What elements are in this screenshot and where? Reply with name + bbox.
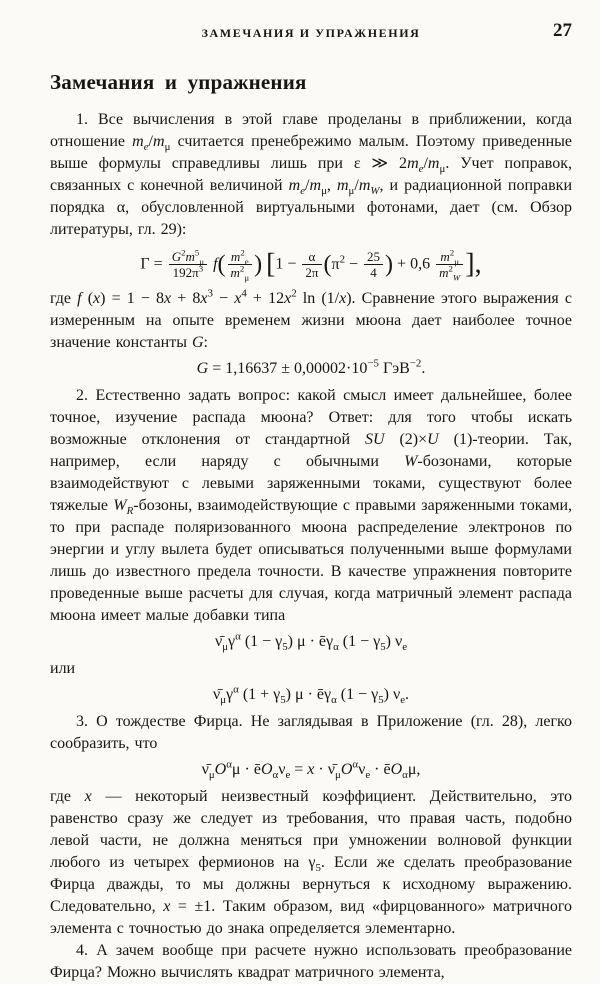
eq-gamma-quarter-fraction	[364, 249, 383, 280]
paragraph-1: 1. Все вычисления в этой главе проделаны в приближении, когда отношение $m_e/m_\mu$ считается пренебрежимо малым. Поэтому приведенные выше формулы справедливы лишь при ε ≫ $2m_e/m_\mu$. Учет поправок, связанных с конечной величиной $m_e/m_\mu$, $m_\mu/m_W$, и радиационной поправки порядка α, обусловленной виртуальными фотонами, дает (см. Обзор литературы, гл. 29):	[50, 111, 573, 238]
equation-matrix-element-1: $\nū_\mu\gamma^\alpha$ $(1 - \gamma_5)$ $\mu \cdot ē\gamma_\alpha$ $(1 - \gamma_5)$ $\nu_e$	[214, 630, 408, 654]
open-paren: (	[323, 251, 332, 278]
paragraph-1-continued: где f $(x) = 1 - 8x + 8x^3 - x^4 + 12x^2$ ln (1/x). Сравнение этого выражения с измеренным на опыте временем жизни мюона дает наиболее точное значение константы G:	[50, 287, 572, 351]
section-title: Замечания и упражнения	[50, 70, 307, 94]
eq-gamma-arg-denominator: $m^2_\mu$	[228, 264, 253, 280]
eq-gamma-alpha-denominator: 2π	[302, 264, 321, 280]
eq-gamma-quarter-numerator: 25	[367, 249, 381, 264]
close-paren: )	[254, 251, 263, 278]
equation-fermi-constant: $G = 1,16637 \pm 0,00002\cdot 10^{-5}$ ГэВ$^{-2}$.	[196, 357, 426, 377]
equation-gamma-decay-width	[50, 247, 572, 283]
eq-gamma-coef-numerator: $G^2m^5_\mu$	[171, 247, 205, 267]
eq-gamma-argument-fraction	[228, 247, 253, 283]
eq-gamma-coef-denominator: $192\pi^3$	[169, 264, 207, 280]
or-connector: или	[50, 660, 76, 677]
paragraph-3: 3. О тождестве Фирца. Не заглядывая в Приложение (гл. 28), легко сообразить, что	[50, 713, 572, 752]
eq-gamma-arg-numerator: $m^2_e$	[230, 247, 249, 267]
equation-matrix-element-2: $\nū_\mu\gamma^\alpha$ $(1 + \gamma_5)$ $\mu \cdot ē\gamma_\alpha$ $(1 - \gamma_5)$ $\nu_e$.	[212, 683, 410, 707]
running-header	[50, 20, 572, 46]
paragraph-3-continued: где x — некоторый неизвестный коэффициент. Действительно, это равенство сразу же следует из требования, что правая часть, подобно левой части, не должна меняться при умножении волновой функции любого из четырех фермионов на $\gamma_5$. Если же сделать преобразование Фирца дважды, то мы должны вернуться к исходному выражению. Следовательно, x = ±1. Таким образом, вид «фирцованного» матричного элемента с точностью до знака определяется элементарно.	[50, 788, 572, 937]
open-paren: (	[217, 251, 226, 278]
eq-gamma-mass-numerator: $m^2_\mu$	[440, 247, 459, 267]
paragraph-4: 4. А зачем вообще при расчете нужно использовать преобразование Фирца? Можно вычислять квадрат матричного элемента,	[50, 942, 572, 981]
eq-gamma-lhs: Γ =	[140, 255, 163, 273]
eq-gamma-alpha-fraction	[302, 249, 321, 280]
eq-gamma-mass-ratio-fraction	[436, 247, 463, 283]
open-bracket: [	[266, 248, 276, 280]
eq-gamma-mass-denominator: $m^2_W$	[436, 264, 463, 280]
close-paren: )	[385, 251, 394, 278]
equation-fierz-identity: $\nū_\mu O^\alpha\mu$ · $ēO_\alpha\nu_e = x$ · $\nū_\mu O^\alpha\nu_e$ · $ēO_\alpha\mu$,	[201, 758, 421, 782]
close-bracket: ],	[465, 248, 482, 280]
eq-gamma-function-f: f	[213, 255, 218, 273]
eq-gamma-pi-term: $\pi^2$ −	[331, 253, 359, 273]
eq-gamma-coefficient-fraction	[169, 249, 207, 280]
eq-gamma-alpha-numerator: α	[308, 249, 316, 264]
page-number: 27	[553, 20, 572, 41]
eq-gamma-term-one: 1 −	[275, 255, 297, 273]
paragraph-2: 2. Естественно задать вопрос: какой смысл имеет дальнейшее, более точное, изучение распада мюона? Ответ: для того чтобы искать возможные отклонения от стандартной SU (2)×U (1)-теории. Так, например, если наряду с обычными W-бозонами, которые взаимодействуют с левыми заряженными токами, существуют более тяжелые $W_R$-бозоны, взаимодействующие с правыми заряженными токами, то при распаде поляризованного мюона распределение электронов по энергии и углу вылета будет описываться полученными выше формулами лишь до известного предела точности. В качестве упражнения повторите проведенные выше расчеты для случая, когда матричный элемент распада мюона имеет малые добавки типа	[50, 387, 573, 624]
eq-gamma-quarter-denominator: 4	[364, 264, 383, 280]
running-header-title: ЗАМЕЧАНИЯ И УПРАЖНЕНИЯ	[201, 26, 421, 40]
eq-gamma-plus-term: + 0,6	[397, 255, 431, 273]
